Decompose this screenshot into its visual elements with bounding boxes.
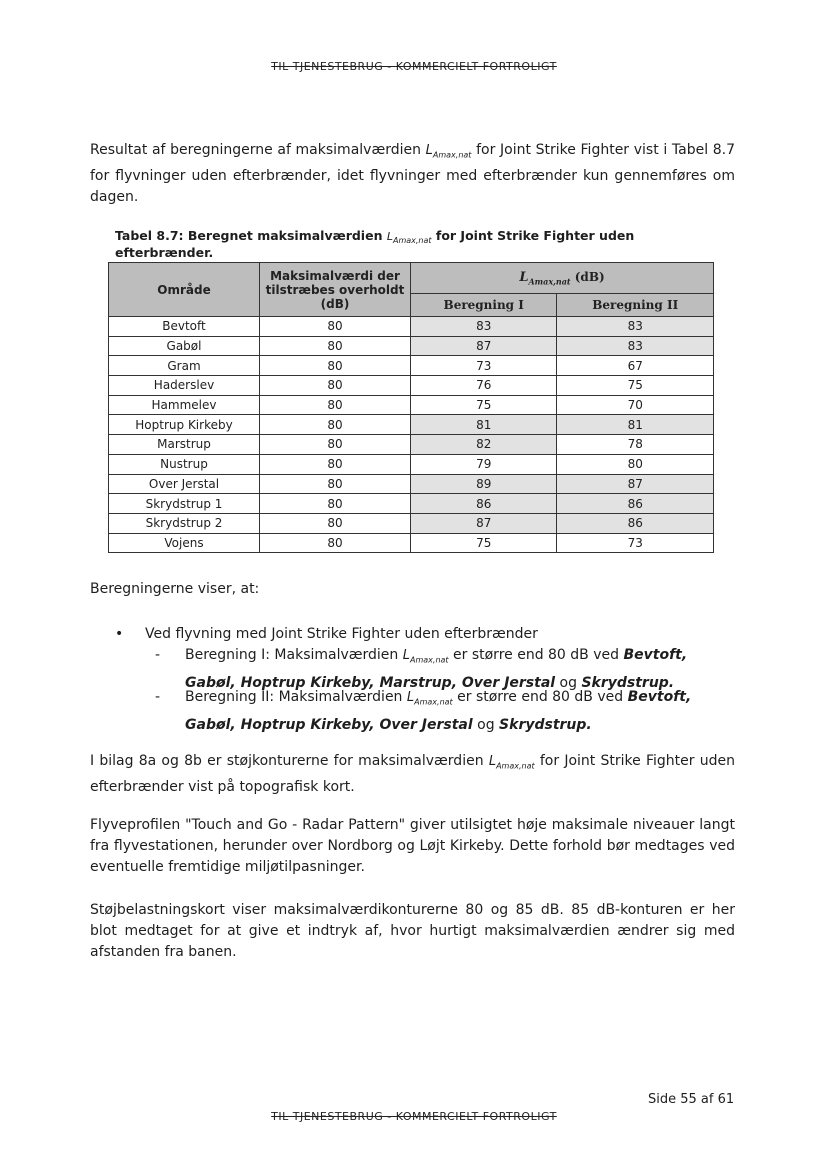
cell-b1: 79	[411, 454, 557, 474]
cell-b2: 75	[557, 376, 714, 396]
cell-area: Over Jerstal	[109, 474, 260, 494]
cell-b1: 75	[411, 533, 557, 553]
cell-area: Haderslev	[109, 376, 260, 396]
col-header-area: Område	[109, 263, 260, 317]
cell-max: 80	[260, 317, 411, 337]
table-row	[109, 533, 714, 553]
cell-area: Skrydstrup 1	[109, 494, 260, 514]
cell-b2: 86	[557, 494, 714, 514]
table-row	[109, 513, 714, 533]
cell-b1: 82	[411, 435, 557, 455]
bullet-text: Ved flyvning med Joint Strike Fighter uden efterbrænder	[145, 626, 538, 642]
cell-max: 80	[260, 336, 411, 356]
cell-max: 80	[260, 435, 411, 455]
table-row	[109, 376, 714, 396]
cell-b1: 73	[411, 356, 557, 376]
profile-paragraph: Flyveprofilen "Touch and Go - Radar Pattern" giver utilsigtet høje maksimale niveauer langt fra flyvestationen, herunder over Nordborg og Løjt Kirkeby. Dette forhold bør medtages ved eventuelle fremtidige miljøtilpasninger.	[90, 817, 735, 875]
col-header-beregning-2: Beregning II	[557, 294, 714, 317]
cell-b2: 73	[557, 533, 714, 553]
table-row	[109, 356, 714, 376]
lamax-symbol: $L_{Amax,nat}$	[425, 143, 472, 160]
cell-area: Hoptrup Kirkeby	[109, 415, 260, 435]
page-header: TIL TJENESTEBRUG - KOMMERCIELT FORTROLIGT	[271, 60, 557, 73]
cell-b2: 87	[557, 474, 714, 494]
cell-max: 80	[260, 494, 411, 514]
intro-paragraph: Resultat af beregningerne af maksimalværdien $L_{Amax,nat}$ for Joint Strike Fighter vist i Tabel 8.7 for flyvninger uden efterbrænder, idet flyvninger med efterbrænder kun gennemføres om dagen.	[90, 142, 736, 205]
table-row	[109, 395, 714, 415]
cell-b1: 83	[411, 317, 557, 337]
col-header-beregning-1: Beregning I	[411, 294, 557, 317]
results-table	[108, 262, 714, 553]
table-row	[109, 454, 714, 474]
cell-max: 80	[260, 415, 411, 435]
shows-line: Beregningerne viser, at:	[90, 581, 260, 597]
cell-b1: 87	[411, 513, 557, 533]
cell-max: 80	[260, 513, 411, 533]
cell-b2: 67	[557, 356, 714, 376]
cell-max: 80	[260, 395, 411, 415]
cell-area: Gram	[109, 356, 260, 376]
cell-b2: 83	[557, 317, 714, 337]
table-row	[109, 494, 714, 514]
cell-area: Vojens	[109, 533, 260, 553]
cell-area: Gabøl	[109, 336, 260, 356]
cell-area: Bevtoft	[109, 317, 260, 337]
cell-b2: 83	[557, 336, 714, 356]
col-header-group: $L_{Amax,nat}$ (dB)	[411, 263, 714, 294]
cell-max: 80	[260, 474, 411, 494]
page-number: Side 55 af 61	[648, 1092, 735, 1107]
cell-b1: 75	[411, 395, 557, 415]
table-caption: Tabel 8.7: Beregnet maksimalværdien $L_{Amax,nat}$ for Joint Strike Fighter uden efterbrænder.	[115, 228, 635, 261]
table-row	[109, 415, 714, 435]
table-row	[109, 317, 714, 337]
table-row	[109, 336, 714, 356]
cell-area: Nustrup	[109, 454, 260, 474]
cell-area: Marstrup	[109, 435, 260, 455]
cell-b2: 86	[557, 513, 714, 533]
cell-b1: 87	[411, 336, 557, 356]
table-row	[109, 435, 714, 455]
cell-b1: 76	[411, 376, 557, 396]
cell-b2: 70	[557, 395, 714, 415]
cell-max: 80	[260, 356, 411, 376]
cell-area: Skrydstrup 2	[109, 513, 260, 533]
cell-b1: 86	[411, 494, 557, 514]
cell-max: 80	[260, 376, 411, 396]
cell-max: 80	[260, 533, 411, 553]
cell-max: 80	[260, 454, 411, 474]
col-header-max: Maksimalværdi der tilstræbes overholdt (dB)	[260, 263, 411, 317]
page-footer: TIL TJENESTEBRUG - KOMMERCIELT FORTROLIGT	[271, 1110, 557, 1123]
noise-map-paragraph: Støjbelastningskort viser maksimalværdikonturerne 80 og 85 dB. 85 dB-konturen er her blot medtaget for at give et indtryk af, hvor hurtigt maksimalværdien ændrer sig med afstanden fra banen.	[90, 902, 735, 960]
cell-area: Hammelev	[109, 395, 260, 415]
bullet-dot: •	[115, 626, 124, 642]
cell-b2: 78	[557, 435, 714, 455]
table-row	[109, 474, 714, 494]
cell-b1: 89	[411, 474, 557, 494]
bilag-paragraph: I bilag 8a og 8b er støjkonturerne for maksimalværdien $L_{Amax,nat}$ for Joint Strike Fighter uden efterbrænder vist på topografisk kort.	[90, 753, 735, 795]
cell-b2: 81	[557, 415, 714, 435]
cell-b2: 80	[557, 454, 714, 474]
cell-b1: 81	[411, 415, 557, 435]
